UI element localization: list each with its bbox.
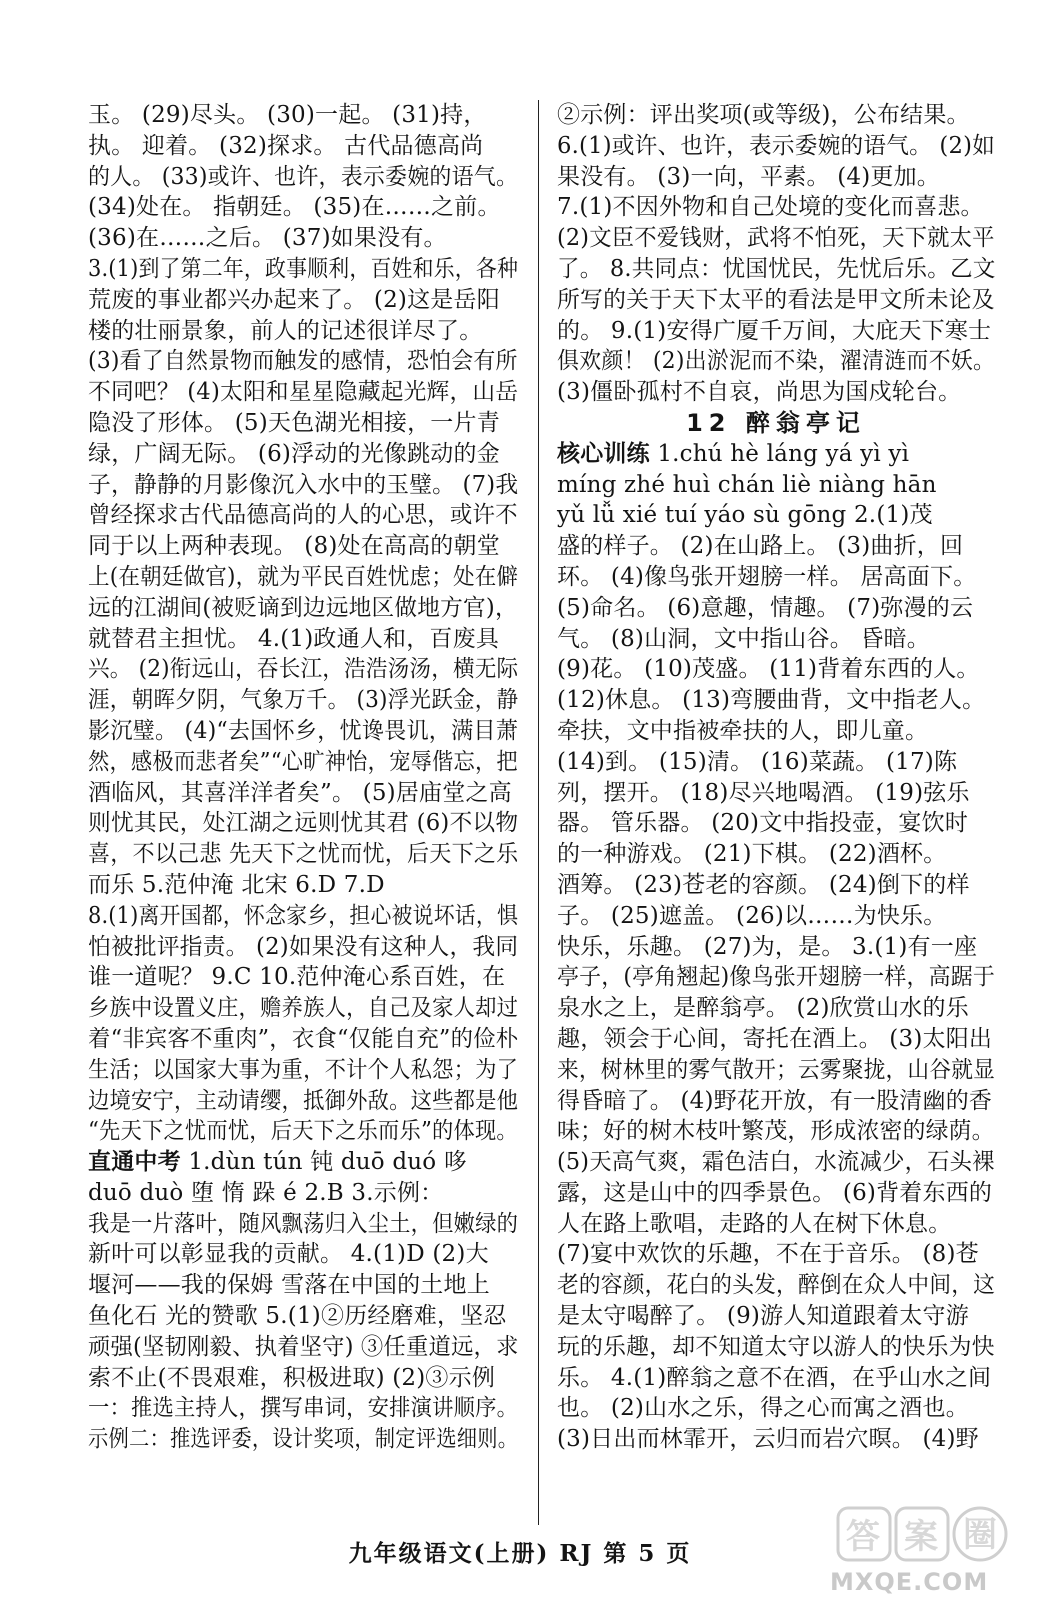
text-line — [88, 932, 519, 963]
text-line — [88, 962, 518, 993]
line-text: 环。 (4)像鸟张开翅膀一样。 居高面下。 — [557, 563, 977, 590]
line-text: 不同吧？ (4)太阳和星星隐藏起光辉，山岳 — [88, 379, 519, 406]
line-text: 然，感极而悲者矣”“心旷神怡，宠辱偕忘，把 — [88, 748, 518, 775]
text-line — [88, 408, 518, 439]
line-text: 人在路上歌唱，走路的人在树下休息。 — [557, 1210, 952, 1237]
text-line — [557, 377, 995, 408]
line-text: 一：推选主持人，撰写串词，安排演讲顺序。 — [88, 1395, 519, 1422]
text-line — [88, 654, 519, 685]
text-line — [557, 439, 995, 470]
text-line — [88, 500, 518, 531]
line-text: 索不止(不畏艰难，积极进取) (2)③示例 — [88, 1364, 496, 1391]
text-line — [557, 1301, 995, 1332]
line-text: 子。 (25)遮盖。 (26)以……为快乐。 — [557, 902, 947, 929]
line-text: 乐。 4.(1)醉翁之意不在酒，在乎山水之间 — [557, 1364, 992, 1391]
line-text: (5)命名。 (6)意趣，情趣。 (7)弥漫的云 — [557, 594, 974, 621]
line-text: 鱼化石 光的赞歌 5.(1)②历经磨难，坚忍 — [88, 1303, 507, 1330]
line-text: 上(在朝廷做官)，就为平民百姓忧虑；处在僻 — [88, 563, 519, 590]
text-line — [88, 346, 518, 377]
line-text: 1.dùn tún 钝 duō duó 哆 — [180, 1149, 468, 1176]
text-line — [557, 1209, 995, 1240]
svg-text:圈: 圈 — [963, 1515, 997, 1555]
text-line — [557, 1147, 995, 1178]
text-line — [557, 1239, 995, 1270]
line-text: yǔ lǚ xié tuí yáo sù gōng 2.(1)茂 — [557, 502, 933, 529]
text-line — [557, 1116, 995, 1147]
line-text: 楼的壮丽景象，前人的记述很详尽了。 — [88, 317, 483, 344]
text-line — [557, 993, 995, 1024]
line-text: 是太守喝醉了。 (9)游人知道跟着太守游 — [557, 1303, 969, 1330]
text-line — [88, 1147, 518, 1178]
text-line — [88, 1393, 519, 1424]
line-text: 就替君主担忧。 4.(1)政通人和，百废具 — [88, 625, 500, 652]
text-line — [88, 870, 518, 901]
section-label: 核心训练 — [557, 440, 650, 467]
text-line — [557, 254, 996, 285]
line-text: duō duò 堕 惰 跺 é 2.B 3.示例： — [88, 1179, 444, 1206]
text-line — [557, 778, 995, 809]
line-text: (5)天高气爽，霜色洁白，水流减少，石头裸 — [557, 1149, 995, 1176]
line-text: 生活；以国家大事为重，不计个人私怨；为了 — [88, 1056, 519, 1083]
line-text: 酒临风，其喜洋洋者矣”。 (5)居庙堂之高 — [88, 779, 512, 806]
text-line — [557, 1363, 995, 1394]
text-line — [557, 1393, 995, 1424]
text-line — [88, 162, 519, 193]
text-line — [88, 1301, 518, 1332]
text-line — [557, 223, 995, 254]
text-line — [557, 162, 995, 193]
text-line — [557, 562, 995, 593]
text-line — [88, 685, 519, 716]
line-text: 兴。 (2)衔远山，吞长江，浩浩汤汤，横无际 — [88, 656, 519, 683]
text-line — [557, 285, 995, 316]
text-line — [557, 531, 995, 562]
line-text: 新叶可以彰显我的贡献。 4.(1)D (2)大 — [88, 1241, 489, 1268]
section-title: 12 醉翁亭记 — [686, 408, 866, 437]
line-text: 的。 9.(1)安得广厦千万间，大庇天下寒士 — [557, 317, 992, 344]
text-line — [557, 654, 995, 685]
text-line — [88, 223, 518, 254]
text-line — [557, 1424, 995, 1455]
text-line — [88, 747, 518, 778]
text-line — [557, 470, 995, 501]
text-line — [557, 1178, 995, 1209]
line-text: 得昏暗了。 (4)野花开放，有一股清幽的香 — [557, 1087, 993, 1114]
text-line — [557, 901, 995, 932]
text-line — [557, 747, 995, 778]
line-text: “先天下之忧而忧，后天下之乐而乐”的体现。 — [88, 1118, 518, 1145]
line-text: 7.(1)不因外物和自己处境的变化而喜悲。 — [557, 194, 984, 221]
line-text: 喜，不以己悲 先天下之忧而忧，后天下之乐 — [88, 841, 519, 868]
line-text: 我是一片落叶，随风飘荡归入尘土，但嫩绿的 — [88, 1210, 519, 1237]
line-text: 的人。 (33)或许、也许，表示委婉的语气。 — [88, 163, 519, 190]
line-text: 列，摆开。 (18)尽兴地喝酒。 (19)弦乐 — [557, 779, 970, 806]
line-text: 隐没了形体。 (5)天色湖光相接，一片青 — [88, 409, 500, 436]
text-line — [557, 500, 995, 531]
line-text: (2)文臣不爱钱财，武将不怕死，天下就太平 — [557, 225, 995, 252]
line-text: 顽强(坚韧刚毅、执着坚守) ③任重道远，求 — [88, 1333, 519, 1360]
column-divider — [538, 100, 539, 1525]
page-footer: 九年级语文(上册) RJ 第 5 页 — [348, 1540, 692, 1567]
line-text: 露，这是山中的四季景色。 (6)背着东西的 — [557, 1179, 993, 1206]
line-text: 器。 管乐器。 (20)文中指投壶，宴饮时 — [557, 810, 969, 837]
line-text: míng zhé huì chán liè niàng hān — [557, 471, 937, 498]
line-text: 涯，朝晖夕阴，气象万千。 (3)浮光跃金，静 — [88, 687, 519, 714]
text-line — [557, 808, 995, 839]
text-line — [88, 531, 518, 562]
line-text: (3)僵卧孤村不自哀，尚思为国戍轮台。 — [557, 379, 962, 406]
text-line — [557, 131, 995, 162]
text-line — [557, 962, 996, 993]
text-line — [88, 285, 518, 316]
line-text: 曾经探求古代品德高尚的人的心思，或许不 — [88, 502, 518, 529]
line-text: 子，静静的月影像沉入水中的玉璧。 (7)我 — [88, 471, 519, 498]
text-line — [557, 1332, 995, 1363]
text-line — [88, 439, 518, 470]
line-text: (14)到。 (15)清。 (16)菜蔬。 (17)陈 — [557, 748, 958, 775]
watermark-url: MXQE.COM — [830, 1568, 989, 1596]
line-text: 边境安宁，主动请缨，抵御外敌。这些都是他 — [88, 1087, 519, 1114]
line-text: (9)花。 (10)茂盛。 (11)背着东西的人。 — [557, 656, 980, 683]
line-text: 玉。 (29)尽头。 (30)一起。 (31)持， — [88, 102, 487, 128]
text-line — [88, 593, 518, 624]
line-text: ②示例：评出奖项(或等级)，公布结果。 — [557, 102, 970, 128]
text-line — [557, 624, 995, 655]
text-line — [557, 839, 995, 870]
line-text: 执。 迎着。 (32)探求。 古代品德高尚 — [88, 132, 484, 159]
text-line — [88, 808, 519, 839]
line-text: 趣，领会于心间，寄托在酒上。 (3)太阳出 — [557, 1025, 993, 1052]
line-text: 3.(1)到了第二年，政事顺利，百姓和乐，各种 — [88, 255, 519, 282]
line-text: 盛的样子。 (2)在山路上。 (3)曲折，回 — [557, 533, 964, 560]
line-text: 玩的乐趣，却不知道太守以游人的快乐为快 — [557, 1333, 995, 1360]
line-text: 味；好的树木枝叶繁茂，形成浓密的绿荫。 — [557, 1118, 995, 1145]
text-line — [557, 100, 995, 131]
line-text: 远的江湖间(被贬谪到边远地区做地方官)， — [88, 594, 518, 621]
line-text: 堰河——我的保姆 雪落在中国的土地上 — [88, 1272, 490, 1299]
line-text: (36)在……之后。 (37)如果没有。 — [88, 225, 447, 252]
text-line — [88, 470, 519, 501]
line-text: 乡族中设置义庄，赡养族人，自己及家人却过 — [88, 995, 519, 1022]
line-text: 谁一道呢？ 9.C 10.范仲淹心系百姓，在 — [88, 964, 506, 991]
line-text: 所写的关于天下太平的看法是甲文所未论及 — [557, 286, 995, 313]
line-text: 影沉璧。 (4)“去国怀乡，忧谗畏讥，满目萧 — [88, 717, 519, 744]
line-text: 老的容颜，花白的头发，醉倒在众人中间，这 — [557, 1272, 996, 1299]
line-text: 同于以上两种表现。 (8)处在高高的朝堂 — [88, 533, 500, 560]
text-line — [88, 100, 518, 131]
text-line — [88, 1178, 518, 1209]
line-text: 的一种游戏。 (21)下棋。 (22)酒杯。 — [557, 841, 947, 868]
text-line — [88, 1209, 519, 1240]
text-line — [88, 1363, 518, 1394]
text-line — [88, 316, 518, 347]
line-text: 快乐，乐趣。 (27)为，是。 3.(1)有一座 — [557, 933, 978, 960]
section-label: 直通中考 — [88, 1149, 181, 1176]
line-text: 8.(1)离开国都，怀念家乡，担心被说坏话，惧 — [88, 902, 519, 929]
line-text: 怕被批评指责。 (2)如果没有这种人，我同 — [88, 933, 519, 960]
line-text: (34)处在。 指朝廷。 (35)在……之前。 — [88, 194, 501, 221]
line-text: 牵扶，文中指被牵扶的人，即儿童。 — [557, 717, 929, 744]
text-line — [88, 778, 518, 809]
line-text: (3)日出而林霏开，云归而岩穴暝。 (4)野 — [557, 1426, 979, 1453]
text-line — [557, 685, 995, 716]
text-line — [88, 192, 518, 223]
text-line — [557, 1086, 995, 1117]
line-text: (7)宴中欢饮的乐趣，不在于音乐。 (8)苍 — [557, 1241, 979, 1268]
svg-text:答: 答 — [846, 1517, 880, 1557]
line-text: 俱欢颜！ (2)出淤泥而不染，濯清涟而不妖。 — [557, 348, 996, 375]
text-line — [557, 716, 995, 747]
line-text: 气。 (8)山洞，文中指山谷。 昏暗。 — [557, 625, 931, 652]
text-line — [557, 932, 995, 963]
text-line — [88, 254, 519, 285]
left-column — [88, 100, 518, 1455]
text-line — [557, 192, 995, 223]
text-line — [88, 901, 519, 932]
text-line — [88, 1270, 518, 1301]
text-line — [557, 316, 995, 347]
text-line — [88, 1239, 518, 1270]
line-text: 示例二：推选评委，设计奖项，制定评选细则。 — [88, 1426, 519, 1453]
text-line — [88, 1086, 519, 1117]
line-text: 酒筹。 (23)苍老的容颜。 (24)倒下的样 — [557, 871, 970, 898]
right-column — [557, 100, 995, 1455]
line-text: 了。 8.共同点：忧国忧民，先忧后乐。乙文 — [557, 255, 996, 282]
line-text: 亭子，(亭角翘起)像鸟张开翅膀一样，高踞于 — [557, 964, 996, 991]
line-text: (3)看了自然景物而触发的感情，恐怕会有所 — [88, 348, 518, 375]
text-line — [88, 562, 519, 593]
line-text: 而乐 5.范仲淹 北宋 6.D 7.D — [88, 871, 385, 898]
text-line — [88, 839, 519, 870]
text-line — [557, 346, 996, 377]
line-text: 来，树林里的雾气散开；云雾聚拢，山谷就显 — [557, 1056, 996, 1083]
text-line — [88, 1116, 518, 1147]
line-text: 则忧其民，处江湖之远则忧其君 (6)不以物 — [88, 810, 519, 837]
text-line — [88, 624, 518, 655]
text-line — [88, 377, 519, 408]
svg-text:案: 案 — [904, 1517, 938, 1557]
line-text: 1.chú hè láng yá yì yì — [649, 440, 910, 467]
line-text: 着“非宾客不重肉”，衣食“仅能自充”的俭朴 — [88, 1025, 519, 1052]
line-text: 泉水之上，是醉翁亭。 (2)欣赏山水的乐 — [557, 995, 969, 1022]
text-line — [88, 993, 519, 1024]
text-line — [88, 131, 518, 162]
text-line — [88, 1424, 519, 1455]
line-text: (12)休息。 (13)弯腰曲背，文中指老人。 — [557, 687, 986, 714]
line-text: 绿，广阔无际。 (6)浮动的光像跳动的金 — [88, 440, 500, 467]
text-line — [557, 1055, 996, 1086]
line-text: 也。 (2)山水之乐，得之心而寓之酒也。 — [557, 1395, 969, 1422]
text-line — [557, 1024, 995, 1055]
text-line — [88, 1332, 519, 1363]
text-line — [557, 870, 995, 901]
line-text: 果没有。 (3)一向，平素。 (4)更加。 — [557, 163, 940, 190]
text-line — [557, 1270, 996, 1301]
text-line — [557, 593, 995, 624]
text-line — [88, 1055, 519, 1086]
line-text: 6.(1)或许、也许，表示委婉的语气。 (2)如 — [557, 132, 995, 159]
text-line — [88, 1024, 519, 1055]
line-text: 荒废的事业都兴办起来了。 (2)这是岳阳 — [88, 286, 500, 313]
text-line — [88, 716, 519, 747]
